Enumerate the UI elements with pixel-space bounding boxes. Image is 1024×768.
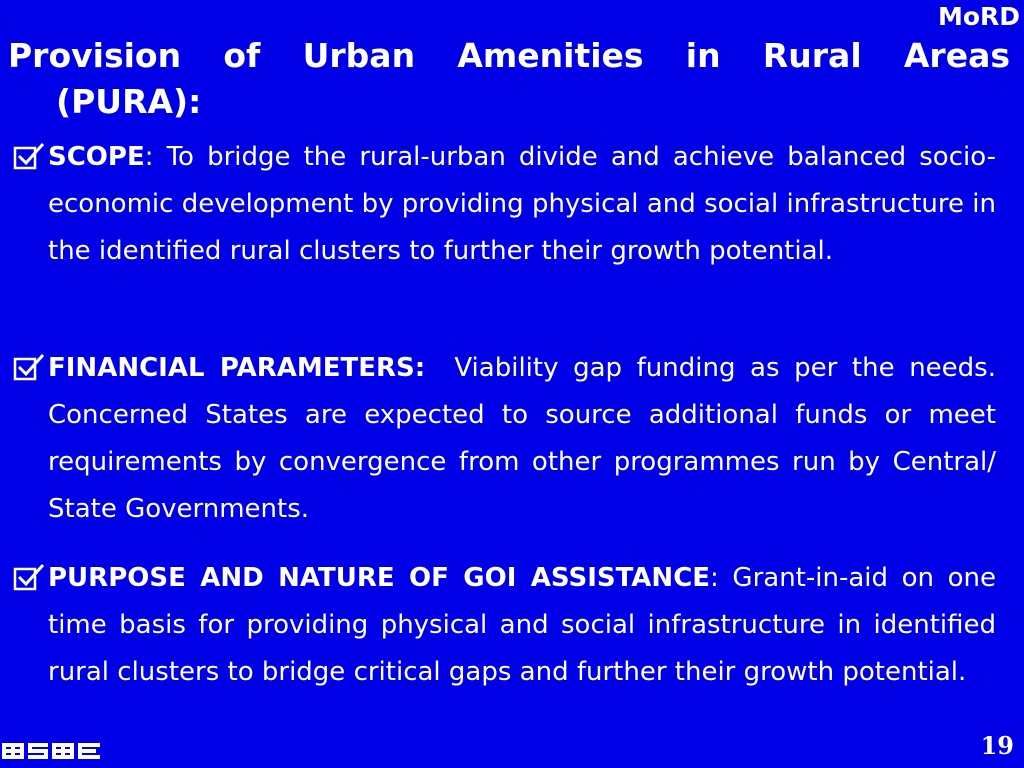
slide-title: Provision of Urban Amenities in Rural Areas xyxy=(8,36,1010,75)
bullet-heading: SCOPE xyxy=(48,142,145,172)
bullet-text: To bridge the rural-urban divide and achieve balanced socio-economic development by providing physical and social infrastructure in the identified rural clusters to further their growth potential. xyxy=(48,142,996,266)
checkbox-check-icon xyxy=(12,563,46,593)
bullet-separator: : xyxy=(710,563,733,593)
msme-logo xyxy=(0,738,104,764)
bullet-goi-assistance xyxy=(48,555,996,696)
bullet-scope xyxy=(48,134,996,275)
bullet-separator xyxy=(425,353,454,383)
slide-title-continuation: (PURA): xyxy=(56,82,202,121)
bullet-separator: : xyxy=(144,142,167,172)
checkbox-check-icon xyxy=(12,353,46,383)
bullet-text: Viability gap funding as per the needs. Concerned States are expected to source additional funds or meet requirements by convergence from other programmes run by Central/ State Governments. xyxy=(48,353,996,524)
bullet-text: Grant-in-aid on one time basis for providing physical and social infrastructure in identified rural clusters to bridge critical gaps and further their growth potential. xyxy=(48,563,996,687)
bullet-financial-parameters xyxy=(48,345,996,533)
bullet-heading: FINANCIAL PARAMETERS: xyxy=(48,353,426,383)
checkbox-check-icon xyxy=(12,142,46,172)
org-tag: MoRD xyxy=(937,2,1020,31)
page-number: 19 xyxy=(980,731,1014,760)
bullet-heading: PURPOSE AND NATURE OF GOI ASSISTANCE xyxy=(48,563,711,593)
